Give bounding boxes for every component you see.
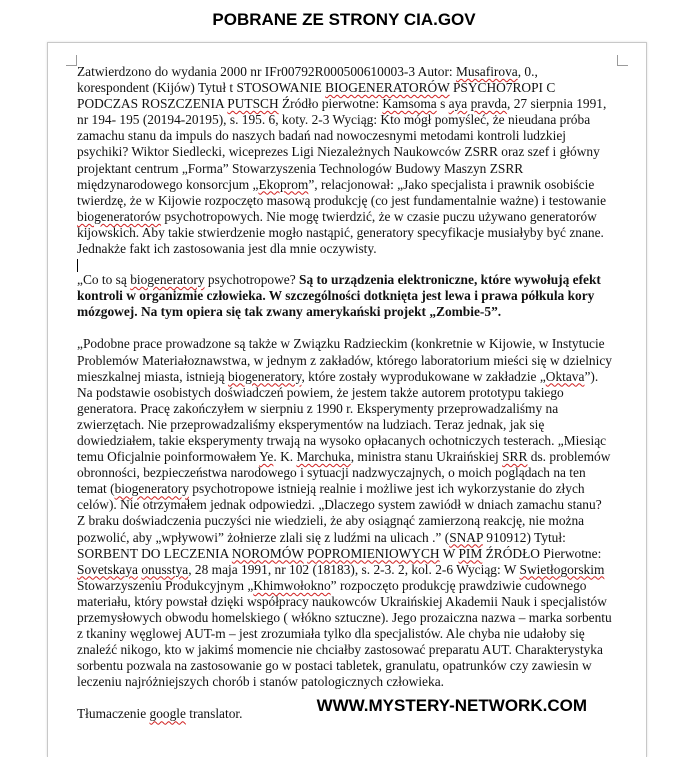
spellcheck-word: Musafirova [455, 64, 518, 79]
spellcheck-word: Kamsoma [382, 96, 437, 112]
spellcheck-word: Oktava [545, 368, 585, 384]
text-run: , ministra stanu Ukraińskiej [350, 449, 503, 465]
spellcheck-word: Marchuka [296, 449, 351, 465]
spellcheck-word: onusstya [141, 561, 189, 577]
paragraph-3 [77, 336, 612, 690]
margin-corner-mark [617, 55, 628, 66]
spellcheck-word: NOROMÓW [231, 545, 304, 561]
text-run: , które zostały wyprodukowane w zakładzie „ [301, 368, 546, 384]
text-run: Źródło pierwotne: [278, 96, 383, 112]
spellcheck-word: pravda [470, 96, 508, 112]
text-run: psychotropowych. Nie mogę twierdzić, że w czasie puczu używano generatorów kijowskich. Aby takie stwierdzenie mogło nastąpić, generatory specyfikacje musiałyby być znane. Jednakże fakt ich zastosowania jest dla mnie oczywisty. [77, 208, 604, 257]
spellcheck-word: biogeneratory [114, 481, 189, 497]
spellcheck-word: PUTSCH [227, 96, 279, 112]
spellcheck-word: POPROMIENIOWYCH [307, 545, 440, 561]
text-cursor [77, 259, 78, 272]
text-run: Zatwierdzono do wydania 2000 nr IFr00792R000500610003-3 Autor: [77, 64, 456, 79]
spellcheck-word: Sovetskaya [77, 561, 138, 577]
spellcheck-word: Ye [259, 449, 274, 465]
text-run: ds. problemów obronności, bezpieczeństwa narodowego i sytuacji nadzwyczajnych, o moich poglądach na ten temat ( [77, 449, 611, 497]
spellcheck-word: Ekoprom [258, 176, 309, 192]
paragraph-1 [77, 64, 612, 257]
text-run: W [439, 545, 459, 561]
text-run: ”, relacjonował: „Jako specjalista i prawnik osobiście twierdzę, że w Kijowie rozpoczęto masową produkcję (co jest fundamentalnie ważne) i testowanie [77, 176, 607, 208]
text-run: translator. [185, 706, 243, 722]
spellcheck-word: aya [448, 96, 468, 112]
spellcheck-word: biogeneratory [130, 272, 205, 288]
text-run: Tłumaczenie [77, 706, 150, 722]
text-run: ”). Na podstawie osobistych doświadczeń powiem, że jestem także autorem prototypu takiego generatora. Pracę zakończyłem w sierpniu z 1990 r. Eksperymenty przeprowadzaliśmy na zwierzętach. Nie przeprowadzaliśmy eksperymentów na ludziach. Teraz jednak, jak się dowiedziałem, takie eksperymenty trwają na wysoko opłacanych ochotniczych testerach. „Miesiąc temu Oficjalnie poinformowałem [77, 368, 607, 465]
bold-text: Są to urządzenia elektroniczne, które wywołują efekt kontroli w organizmie człowieka. W szczególności dotknięta jest lewa i prawa półkula kory mózgowej. Na tym opiera się tak zwany amerykański projekt „Zombie-5”. [77, 272, 601, 320]
paragraph-2 [77, 272, 612, 320]
spellcheck-word: Swietłogorskim [519, 561, 605, 577]
text-run: psychotropowe istnieją realnie i możliwe jest ich wykorzystanie do złych celów). Nie otrzymałem jednak odpowiedzi. „Dlaczego system zawiódł w dniach zamachu stanu? Z braku doświadczenia puczyści nie wiedzieli, że aby osiągnąć zamierzoną reakcję, nie można pozwolić, aby „wpływowi” żołnierze zlali się z ludźmi na ulicach .” ( [77, 481, 602, 545]
text-run: ŹRÓDŁO Pierwotne: [482, 545, 602, 561]
document-body[interactable] [77, 64, 612, 723]
text-run: ” rozpoczęto produkcję prawdziwie cudownego materiału, który powstał dzięki współpracy naukowców Ukraińskiej Akademii Nauk i specjalistów przemysłowych obwodu homelskiego ( włókno sztuczne). Jego prozaiczna nazwa – marka sorbentu z tkaniny węglowej AUT-m – jest zrozumiała tylko dla specjalistów. Ale chyba nie udałoby się znaleźć nikogo, kto w jakimś momencie nie chciałby zastosować preparatu AUT. Charakterystyka sorbentu pozwala na zastosowanie go w postaci tabletek, granulatu, opatrunków czy zawiesin w leczeniu najróżniejszych chorób i stanów patologicznych człowieka. [77, 577, 612, 690]
spellcheck-word: biogeneratorów [77, 208, 162, 224]
spellcheck-word: PIM [458, 545, 483, 561]
spellcheck-word: BIOGENERATORÓW [325, 80, 450, 96]
text-run: , 27 sierpnia 1991, nr 194- 195 (20194-20195), s. 195. 6, koty. 2-3 Wyciąg: Kto mógł pomyśleć, że nieudana próba zamachu stanu da impuls do naszych badań nad nowoczesnymi metodami kontroli ludzkiej psychiki? Wiktor Siedlecki, wiceprezes Ligi Niezależnych Naukowców ZSRR oraz szef i główny projektant centrum „Forma” Stowarzyszenia Technologów Budowy Maszyn ZSRR międzynarodowego konsorcjum „ [77, 96, 607, 192]
text-run: Stowarzyszeniu Produkcyjnym „ [77, 577, 254, 593]
text-run: psychotropowe? [204, 272, 300, 288]
spellcheck-word: SNAP [449, 529, 483, 545]
watermark-text: WWW.MYSTERY-NETWORK.COM [316, 696, 587, 715]
margin-corner-mark [66, 55, 77, 66]
text-run: 910912) Tytuł: SORBENT DO LECZENIA [77, 529, 566, 561]
text-run: PSYCHO7ROPI C PODCZAS ROSZCZENIA [77, 80, 556, 112]
spellcheck-word: google [149, 706, 186, 722]
text-run: „Podobne prace prowadzone są także w Związku Radzieckim (konkretnie w Kijowie, w Instytucie Problemów Materiałoznawstwa, w jednym z zakładów, którego laboratorium mieści się w dzielnicy mieszkalnej miasta, istnieją [77, 336, 612, 384]
spellcheck-word: Khimwołokno [253, 577, 331, 593]
watermark-footer [0, 696, 688, 716]
text-run: „Co to są [77, 272, 131, 288]
text-run: , 0., korespondent (Kijów) Tytuł t STOSOWANIE [77, 64, 538, 96]
text-run: s [436, 96, 449, 112]
spellcheck-word: SRR [502, 449, 528, 465]
text-run: , 28 maja 1991, nr 102 (18183), s. 2-3. 2, kol. 2-6 Wyciąg: W [188, 561, 520, 577]
text-run: . K. [273, 449, 297, 465]
spellcheck-word: biogeneratory [227, 368, 302, 384]
page-header-title: POBRANE ZE STRONY CIA.GOV [212, 10, 476, 29]
